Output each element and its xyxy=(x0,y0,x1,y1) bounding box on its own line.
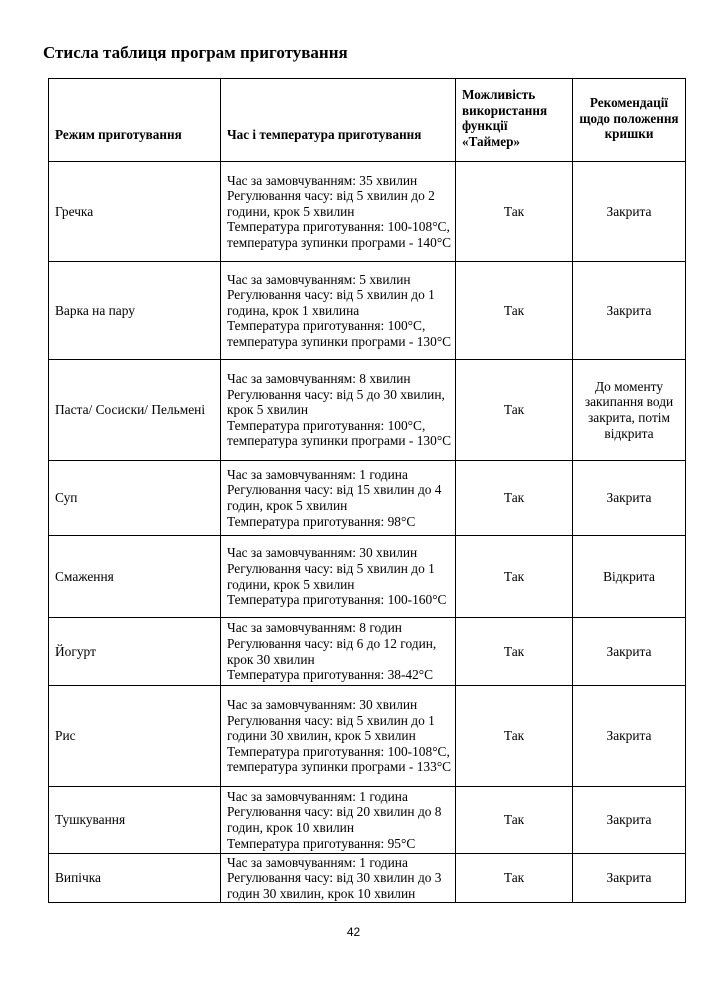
description-cell: Час за замовчуванням: 5 хвилин Регулювання часу: від 5 хвилин до 1 година, крок 1 хвилина Температура приготування: 100°C, температура зупинки програми - 130°C xyxy=(221,262,456,360)
page-number: 42 xyxy=(346,925,361,939)
mode-cell: Гречка xyxy=(49,162,221,262)
description-cell: Час за замовчуванням: 1 година Регулювання часу: від 30 хвилин до 3 годин 30 хвилин, крок 10 хвилин xyxy=(221,854,456,903)
table-row xyxy=(49,618,686,686)
lid-cell: Закрита xyxy=(573,618,686,686)
lid-cell: Закрита xyxy=(573,162,686,262)
table-row xyxy=(49,854,686,903)
table-header-row xyxy=(49,79,686,162)
lid-cell: До моменту закипання води закрита, потім відкрита xyxy=(573,360,686,461)
timer-cell: Так xyxy=(456,854,573,903)
description-cell: Час за замовчуванням: 1 година Регулювання часу: від 15 хвилин до 4 годин, крок 5 хвилин Температура приготування: 98°C xyxy=(221,461,456,536)
table-row xyxy=(49,787,686,854)
lid-cell: Відкрита xyxy=(573,536,686,618)
header-lid: Рекомендації щодо положення кришки xyxy=(573,79,686,162)
description-cell: Час за замовчуванням: 30 хвилин Регулювання часу: від 5 хвилин до 1 години 30 хвилин, крок 5 хвилин Температура приготування: 100-108°C, температура зупинки програми - 133°C xyxy=(221,686,456,787)
lid-cell: Закрита xyxy=(573,686,686,787)
lid-cell: Закрита xyxy=(573,262,686,360)
table-row xyxy=(49,262,686,360)
timer-cell: Так xyxy=(456,360,573,461)
mode-cell: Паста/ Сосиски/ Пельмені xyxy=(49,360,221,461)
mode-cell: Випічка xyxy=(49,854,221,903)
table-row xyxy=(49,360,686,461)
mode-cell: Варка на пару xyxy=(49,262,221,360)
header-timer: Можливість використання функції «Таймер» xyxy=(456,79,573,162)
header-mode: Режим приготування xyxy=(49,79,221,162)
table-row xyxy=(49,461,686,536)
description-cell: Час за замовчуванням: 30 хвилин Регулювання часу: від 5 хвилин до 1 години, крок 5 хвилин Температура приготування: 100-160°C xyxy=(221,536,456,618)
timer-cell: Так xyxy=(456,787,573,854)
mode-cell: Йогурт xyxy=(49,618,221,686)
timer-cell: Так xyxy=(456,618,573,686)
timer-cell: Так xyxy=(456,536,573,618)
description-cell: Час за замовчуванням: 35 хвилин Регулювання часу: від 5 хвилин до 2 години, крок 5 хвилин Температура приготування: 100-108°C, температура зупинки програми - 140°C xyxy=(221,162,456,262)
page-title: Стисла таблиця програм приготування xyxy=(43,43,348,62)
lid-cell: Закрита xyxy=(573,461,686,536)
timer-cell: Так xyxy=(456,686,573,787)
table-row xyxy=(49,686,686,787)
cooking-programs-table xyxy=(48,78,686,903)
lid-cell: Закрита xyxy=(573,787,686,854)
mode-cell: Рис xyxy=(49,686,221,787)
description-cell: Час за замовчуванням: 1 година Регулювання часу: від 20 хвилин до 8 годин, крок 10 хвилин Температура приготування: 95°C xyxy=(221,787,456,854)
mode-cell: Смаження xyxy=(49,536,221,618)
table-row xyxy=(49,162,686,262)
description-cell: Час за замовчуванням: 8 хвилин Регулювання часу: від 5 до 30 хвилин, крок 5 хвилин Температура приготування: 100°C, температура зупинки програми - 130°C xyxy=(221,360,456,461)
lid-cell: Закрита xyxy=(573,854,686,903)
timer-cell: Так xyxy=(456,162,573,262)
description-cell: Час за замовчуванням: 8 годин Регулювання часу: від 6 до 12 годин, крок 30 хвилин Температура приготування: 38-42°C xyxy=(221,618,456,686)
mode-cell: Суп xyxy=(49,461,221,536)
timer-cell: Так xyxy=(456,262,573,360)
timer-cell: Так xyxy=(456,461,573,536)
mode-cell: Тушкування xyxy=(49,787,221,854)
header-time-temp: Час і температура приготування xyxy=(221,79,456,162)
table-row xyxy=(49,536,686,618)
